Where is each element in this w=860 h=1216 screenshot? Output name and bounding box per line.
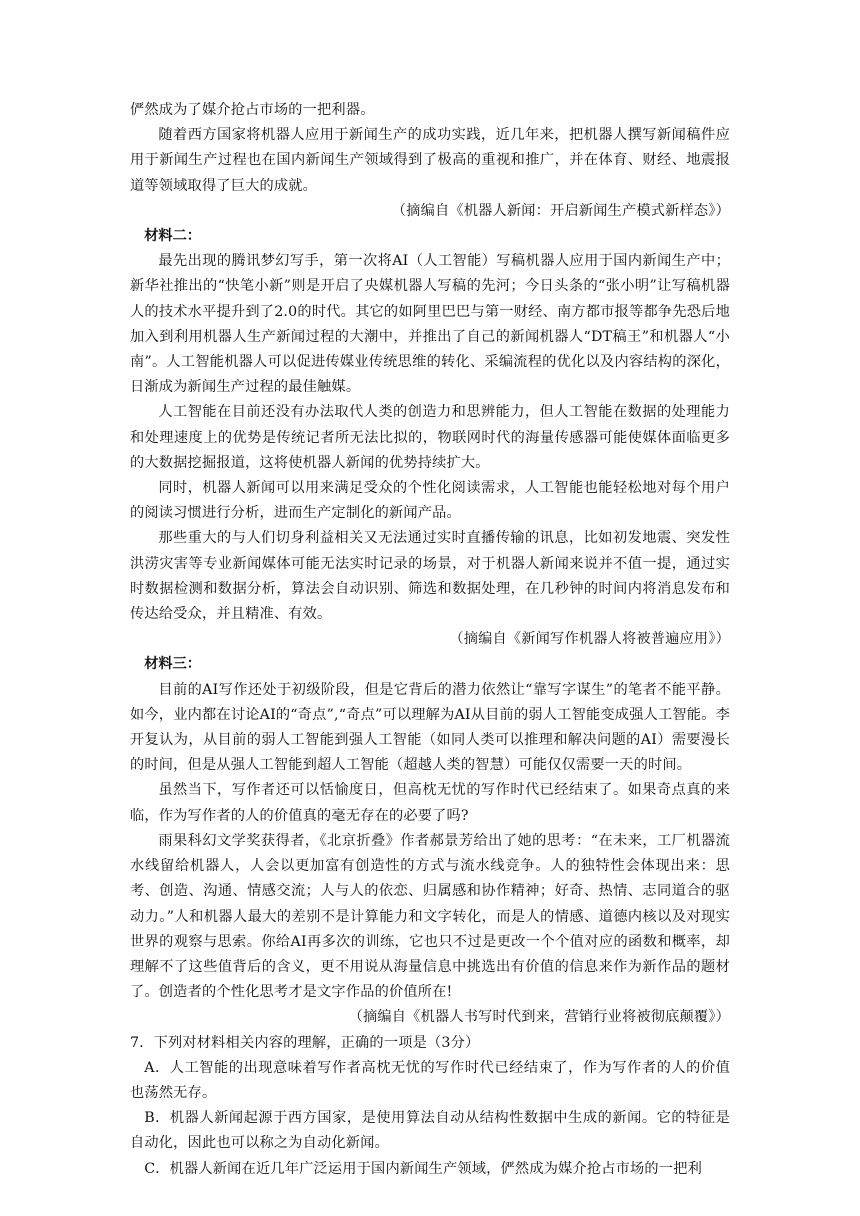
material-3-paragraph-3: 雨果科幻文学奖获得者，《北京折叠》作者郝景芳给出了她的思考：“在未来，工厂机器流水线留给机器人，人会以更加富有创造性的方式与流水线竞争。人的独特性会体现出来：思考、创造、沟通、情感交流；人与人的依恋、归属感和协作精神；好奇、热情、志同道合的驱动力。”人和机器人最大的差别不是计算能力和文字转化，而是人的情感、道德内核以及对现实世界的观察与思索。你给AI再多次的训练，它也只不过是更改一个个值对应的函数和概率，却理解不了这些值背后的含义，更不用说从海量信息中挑选出有价值的信息来作为新作品的题材了。创造者的个性化思考才是文字作品的价值所在! xyxy=(130,832,730,1001)
document-page xyxy=(130,98,730,1182)
source-citation-3: （摘编自《机器人书写时代到来，营销行业将被彻底颠覆》） xyxy=(348,1009,730,1026)
material-3-paragraph-2: 虽然当下，写作者还可以恬愉度日，但高枕无忧的写作时代已经结束了。如果奇点真的来临，作为写作者的人的价值真的毫无存在的必要了吗? xyxy=(130,782,730,824)
material-2-paragraph-1: 最先出现的腾讯梦幻写手，第一次将AI（人工智能）写稿机器人应用于国内新闻生产中；新华社推出的“快笔小新”则是开启了央媒机器人写稿的先河；今日头条的“张小明”让写稿机器人的技术水平提升到了2.0的时代。其它的如阿里巴巴与第一财经、南方都市报等都争先恐后地加入到利用机器人生产新闻过程的大潮中，并推出了自己的新闻机器人“DT稿王”和机器人“小南”。人工智能机器人可以促进传媒业传统思维的转化、采编流程的优化以及内容结构的深化，日渐成为新闻生产过程的最佳触媒。 xyxy=(130,253,730,396)
option-a: A．人工智能的出现意味着写作者高枕无忧的写作时代已经结束了，作为写作者的人的价值也荡然无存。 xyxy=(130,1059,730,1101)
material-3-heading: 材料三： xyxy=(144,656,201,673)
material-3-paragraph-1: 目前的AI写作还处于初级阶段，但是它背后的潜力依然让“靠写字谋生”的笔者不能平静。如今，业内都在讨论AI的“奇点”,“奇点”可以理解为AI从目前的弱人工智能变成强人工智能。李开复认为，从目前的弱人工智能到强人工智能（如同人类可以推理和解决问题的AI）需要漫长的时间，但是从强人工智能到超人工智能（超越人类的智慧）可能仅仅需要一天的时间。 xyxy=(130,681,730,774)
paragraph-continued: 俨然成为了媒介抢占市场的一把利器。 xyxy=(130,102,375,118)
question-7: 7．下列对材料相关内容的理解，正确的一项是（3分） xyxy=(130,1034,480,1051)
material-2-paragraph-4: 那些重大的与人们切身利益相关又无法通过实时直播传输的讯息，比如初发地震、突发性洪涝灾害等专业新闻媒体可能无法实时记录的场景，对于机器人新闻来说并不值一提，通过实时数据检测和数据分析，算法会自动识别、筛选和数据处理，在几秒钟的时间内将消息发布和传达给受众，并且精准、有效。 xyxy=(130,530,730,623)
source-citation-2: （摘编自《新闻写作机器人将被普遍应用》） xyxy=(449,631,730,648)
option-b: B．机器人新闻起源于西方国家，是使用算法自动从结构性数据中生成的新闻。它的特征是自动化，因此也可以称之为自动化新闻。 xyxy=(130,1110,730,1152)
material-2-paragraph-2: 人工智能在目前还没有办法取代人类的创造力和思辨能力，但人工智能在数据的处理能力和处理速度上的优势是传统记者所无法比拟的，物联网时代的海量传感器可能使媒体面临更多的大数据挖掘报道，这将使机器人新闻的优势持续扩大。 xyxy=(130,404,730,471)
paragraph-material1: 随着西方国家将机器人应用于新闻生产的成功实践，近几年来，把机器人撰写新闻稿件应用于新闻生产过程也在国内新闻生产领域得到了极高的重视和推广，并在体育、财经、地震报道等领域取得了巨大的成就。 xyxy=(130,127,730,194)
source-citation-1: （摘编自《机器人新闻：开启新闻生产模式新样态》） xyxy=(391,202,730,219)
material-2-heading: 材料二： xyxy=(144,228,201,245)
option-c: C．机器人新闻在近几年广泛运用于国内新闻生产领域，俨然成为媒介抢占市场的一把利 xyxy=(144,1160,702,1177)
material-2-paragraph-3: 同时，机器人新闻可以用来满足受众的个性化阅读需求，人工智能也能轻松地对每个用户的阅读习惯进行分析，进而生产定制化的新闻产品。 xyxy=(130,480,730,522)
